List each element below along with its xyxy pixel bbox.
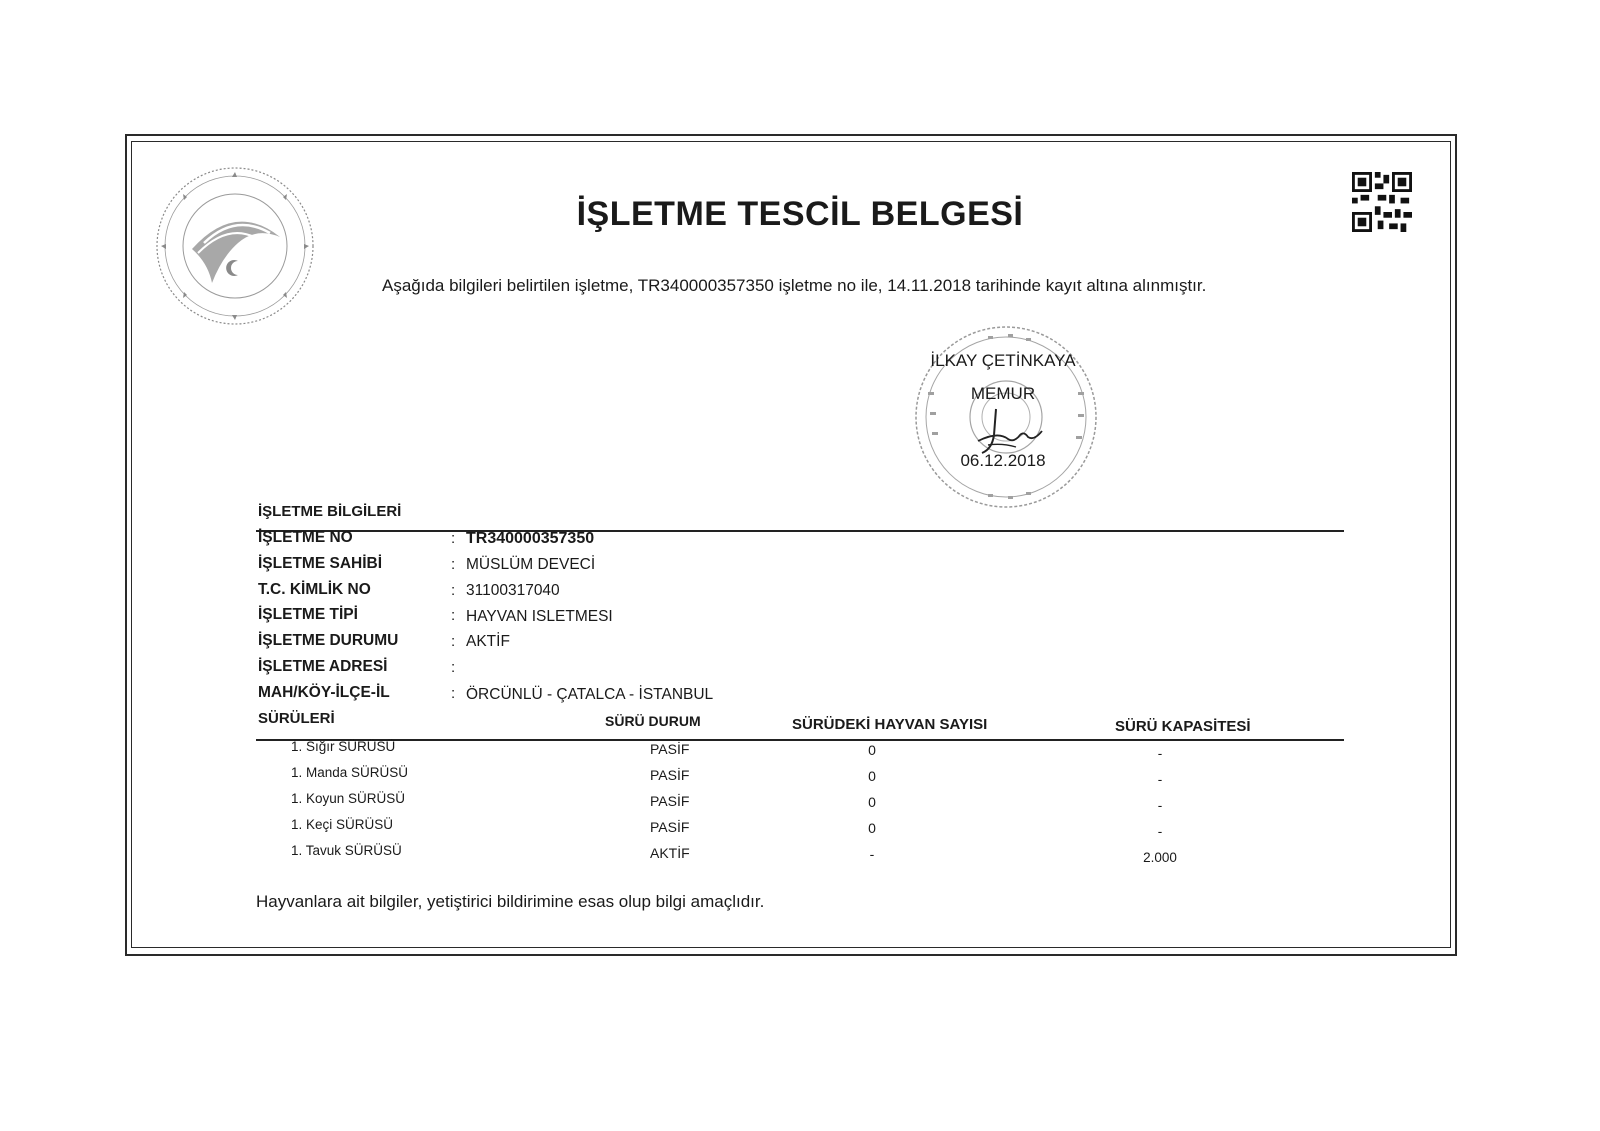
field-value-locality: ÖRCÜNLÜ - ÇATALCA - İSTANBUL — [466, 686, 714, 703]
herd-row-status: AKTİF — [650, 845, 690, 861]
business-info-heading: İŞLETME BİLGİLERİ — [258, 503, 402, 520]
field-label-business-status: İŞLETME DURUMU — [258, 632, 399, 649]
field-value-business-status: AKTİF — [466, 633, 510, 650]
field-label-owner: İŞLETME SAHİBİ — [258, 555, 383, 572]
field-value-business-no: TR340000357350 — [466, 530, 595, 547]
field-value-business-type: HAYVAN ISLETMESI — [466, 608, 613, 625]
field-colon: : — [451, 582, 456, 599]
herd-row-name: 1. Koyun SÜRÜSÜ — [291, 791, 406, 806]
herd-row-capacity: - — [1157, 824, 1163, 839]
field-label-address: İŞLETME ADRESİ — [258, 658, 388, 675]
field-label-business-no: İŞLETME NO — [258, 529, 353, 546]
herd-row-name: 1. Sığır SÜRÜSÜ — [291, 739, 396, 754]
herd-row-count: 0 — [868, 742, 876, 758]
herd-row-capacity: 2.000 — [1143, 850, 1177, 865]
herd-row-capacity: - — [1157, 746, 1163, 761]
field-colon: : — [451, 530, 456, 547]
field-value-id-no: 31100317040 — [466, 582, 560, 599]
herd-row-status: PASİF — [650, 767, 690, 783]
herd-row-name: 1. Tavuk SÜRÜSÜ — [291, 843, 402, 858]
herd-row-capacity: - — [1157, 772, 1163, 787]
herds-heading: SÜRÜLERİ — [258, 710, 335, 727]
table-divider — [256, 739, 1344, 741]
field-colon: : — [451, 685, 456, 702]
field-label-id-no: T.C. KİMLİK NO — [258, 581, 371, 598]
herd-row-count: - — [869, 846, 875, 862]
field-label-locality: MAH/KÖY-İLÇE-İL — [258, 684, 390, 701]
field-colon: : — [451, 556, 456, 573]
field-colon: : — [451, 633, 456, 650]
ministry-seal-logo — [152, 163, 318, 329]
herd-row-name: 1. Manda SÜRÜSÜ — [291, 765, 409, 780]
field-label-business-type: İŞLETME TİPİ — [258, 606, 358, 623]
field-value-owner: MÜSLÜM DEVECİ — [466, 556, 596, 573]
herd-row-name: 1. Keçi SÜRÜSÜ — [291, 817, 394, 832]
column-header-capacity: SÜRÜ KAPASİTESİ — [1115, 718, 1251, 735]
registration-statement: Aşağıda bilgileri belirtilen işletme, TR340000357350 işletme no ile, 14.11.2018 tarihinde kayıt altına alınmıştır. — [382, 276, 1207, 295]
herd-row-status: PASİF — [650, 819, 690, 835]
herd-row-status: PASİF — [650, 793, 690, 809]
column-header-status: SÜRÜ DURUM — [605, 713, 701, 729]
column-header-animal-count: SÜRÜDEKİ HAYVAN SAYISI — [792, 716, 988, 733]
herd-row-count: 0 — [868, 794, 876, 810]
official-date: 06.12.2018 — [960, 451, 1046, 470]
official-title: MEMUR — [970, 384, 1036, 403]
field-colon: : — [451, 659, 456, 676]
section-divider — [256, 530, 1344, 532]
herd-row-count: 0 — [868, 820, 876, 836]
official-name: İLKAY ÇETİNKAYA — [930, 351, 1076, 370]
herd-row-status: PASİF — [650, 741, 690, 757]
field-colon: : — [451, 607, 456, 624]
document-title: İŞLETME TESCİL BELGESİ — [576, 195, 1024, 233]
herd-row-count: 0 — [868, 768, 876, 784]
herd-row-capacity: - — [1157, 798, 1163, 813]
footer-note: Hayvanlara ait bilgiler, yetiştirici bildirimine esas olup bilgi amaçlıdır. — [256, 892, 765, 911]
